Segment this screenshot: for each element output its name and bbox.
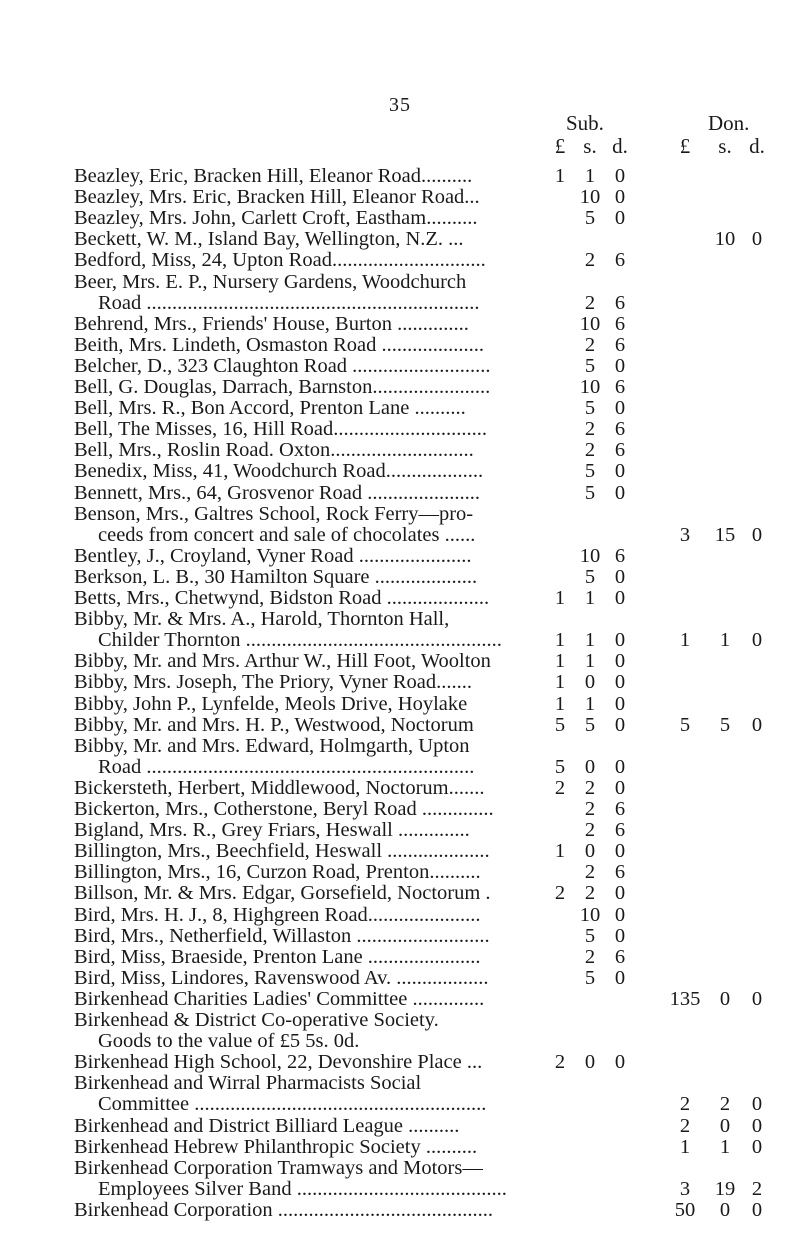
- sub-amount: 2: [584, 291, 596, 314]
- don-amount: 5: [679, 713, 691, 736]
- sub-amount: 0: [614, 840, 626, 863]
- sub-amount: 6: [614, 418, 626, 441]
- entry-name: Bibby, John P., Lynfelde, Meols Drive, Hoylake: [74, 692, 468, 715]
- don-amount: 3: [679, 1177, 691, 1200]
- entry-name: Bell, G. Douglas, Darrach, Barnston.......................: [74, 376, 491, 398]
- sub-amount: 1: [554, 587, 566, 609]
- entry-name: Bedford, Miss, 24, Upton Road..............................: [74, 249, 486, 272]
- sub-amount: 0: [614, 776, 626, 799]
- sub-amount: 2: [584, 882, 596, 905]
- don-amount: 3: [679, 523, 691, 546]
- entry-name: Billson, Mr. & Mrs. Edgar, Gorsefield, Noctorum .: [74, 882, 491, 905]
- entry-name: Beith, Mrs. Lindeth, Osmaston Road ....................: [74, 333, 484, 356]
- entry-name: Employees Silver Band .........................................: [98, 1177, 507, 1200]
- sub-amount: 0: [614, 186, 626, 209]
- sub-amount: 6: [614, 312, 626, 335]
- don-amount: 0: [751, 1093, 763, 1116]
- entry-name: Bentley, J., Croyland, Vyner Road ......................: [74, 544, 472, 567]
- entry-name: Birkenhead Corporation Tramways and Motors—: [74, 1156, 483, 1179]
- don-amount: 2: [719, 1093, 731, 1116]
- sub-amount: 5: [584, 713, 596, 736]
- entry-name: Beazley, Mrs. Eric, Bracken Hill, Eleanor Road...: [74, 186, 480, 209]
- page-number: 35: [389, 94, 411, 116]
- sub-amount: 5: [584, 481, 596, 504]
- entry-name: Road ................................................................: [98, 755, 475, 778]
- sub-amount: 1: [584, 650, 596, 673]
- don-amount: 1: [719, 629, 731, 652]
- entry-name: Beazley, Eric, Bracken Hill, Eleanor Road..........: [74, 165, 473, 187]
- don-amount: 0: [751, 987, 763, 1010]
- entry-name: Beer, Mrs. E. P., Nursery Gardens, Woodchurch: [74, 270, 467, 293]
- don-amount: 1: [719, 1135, 731, 1158]
- don-amount: 1: [679, 629, 691, 652]
- sub-amount: 2: [584, 945, 596, 968]
- entry-name: Birkenhead and Wirral Pharmacists Social: [74, 1072, 422, 1095]
- unit-header: £: [554, 134, 566, 158]
- sub-amount: 6: [614, 376, 626, 398]
- sub-amount: 6: [614, 439, 626, 462]
- sub-amount: 0: [614, 354, 626, 377]
- entry-name: Bibby, Mr. and Mrs. Arthur W., Hill Foot, Woolton: [74, 650, 491, 673]
- sub-amount: 5: [554, 713, 566, 736]
- sub-amount: 1: [584, 692, 596, 715]
- sub-amount: 6: [614, 819, 626, 842]
- entry-name: Bell, The Misses, 16, Hill Road..............................: [74, 418, 488, 441]
- sub-amount: 6: [614, 798, 626, 820]
- sub-amount: 5: [584, 966, 596, 989]
- sub-column-header: Sub.: [566, 111, 604, 135]
- sub-amount: 10: [579, 903, 601, 926]
- sub-amount: 2: [584, 776, 596, 799]
- entry-name: Berkson, L. B., 30 Hamilton Square ....................: [74, 565, 478, 588]
- sub-amount: 5: [584, 460, 596, 483]
- sub-amount: 0: [584, 1051, 596, 1074]
- entry-name: Bird, Miss, Braeside, Prenton Lane ......................: [74, 945, 481, 968]
- sub-amount: 10: [579, 312, 601, 335]
- entry-name: Behrend, Mrs., Friends' House, Burton ..............: [74, 312, 469, 335]
- don-amount: 0: [719, 987, 731, 1010]
- sub-amount: 0: [614, 207, 626, 230]
- entry-name: Bickerton, Mrs., Cotherstone, Beryl Road ..............: [74, 798, 494, 820]
- sub-amount: 0: [584, 840, 596, 863]
- sub-amount: 5: [554, 755, 566, 778]
- sub-amount: 1: [554, 165, 566, 187]
- entry-name: Bickersteth, Herbert, Middlewood, Noctorum.......: [74, 776, 485, 799]
- sub-amount: 0: [614, 924, 626, 947]
- entry-name: Birkenhead & District Co-operative Society.: [74, 1009, 439, 1031]
- sub-amount: 0: [614, 755, 626, 778]
- sub-amount: 0: [614, 882, 626, 905]
- sub-amount: 0: [614, 565, 626, 588]
- sub-amount: 0: [614, 460, 626, 483]
- don-amount: 0: [719, 1114, 731, 1137]
- entry-name: Bibby, Mr. and Mrs. Edward, Holmgarth, Upton: [74, 734, 470, 757]
- sub-amount: 2: [584, 819, 596, 842]
- sub-amount: 5: [584, 207, 596, 230]
- don-amount: 10: [714, 228, 736, 251]
- sub-amount: 6: [614, 945, 626, 968]
- sub-amount: 2: [584, 798, 596, 820]
- sub-amount: 5: [584, 924, 596, 947]
- sub-amount: 1: [554, 840, 566, 863]
- sub-amount: 10: [579, 544, 601, 567]
- sub-amount: 6: [614, 333, 626, 356]
- sub-amount: 0: [614, 903, 626, 926]
- sub-amount: 2: [554, 776, 566, 799]
- don-amount: 15: [714, 523, 736, 546]
- sub-amount: 2: [554, 1051, 566, 1074]
- list-item: [74, 1198, 538, 1222]
- sub-amount: 6: [614, 249, 626, 272]
- sub-amount: 0: [614, 165, 626, 187]
- entry-name: Benson, Mrs., Galtres School, Rock Ferry—pro-: [74, 502, 474, 525]
- entry-name: Bigland, Mrs. R., Grey Friars, Heswall ..............: [74, 819, 470, 842]
- unit-header: d.: [612, 134, 628, 158]
- unit-header: d.: [749, 134, 765, 158]
- sub-amount: 6: [614, 291, 626, 314]
- sub-amount: 5: [584, 397, 596, 420]
- sub-amount: 1: [554, 671, 566, 694]
- sub-amount: 0: [584, 671, 596, 694]
- don-amount: 0: [751, 713, 763, 736]
- entry-name: Beazley, Mrs. John, Carlett Croft, Eastham..........: [74, 207, 478, 230]
- sub-amount: 0: [614, 650, 626, 673]
- sub-amount: 2: [584, 418, 596, 441]
- sub-amount: 0: [614, 692, 626, 715]
- don-amount: 2: [679, 1114, 691, 1137]
- entry-name: Bennett, Mrs., 64, Grosvenor Road ......................: [74, 481, 480, 504]
- sub-amount: 2: [584, 439, 596, 462]
- don-amount: 5: [719, 713, 731, 736]
- entry-name: Bird, Mrs., Netherfield, Willaston ..........................: [74, 924, 490, 947]
- entry-name: Road .................................................................: [98, 291, 480, 314]
- sub-amount: 2: [554, 882, 566, 905]
- sub-amount: 5: [584, 354, 596, 377]
- entry-name: Bibby, Mrs. Joseph, The Priory, Vyner Road.......: [74, 671, 473, 694]
- entry-name: Childer Thornton ..................................................: [98, 629, 502, 652]
- entry-name: Goods to the value of £5 5s. 0d.: [98, 1030, 360, 1053]
- unit-header: s.: [583, 134, 597, 158]
- don-amount: 2: [679, 1093, 691, 1116]
- entry-name: Committee .........................................................: [98, 1093, 487, 1116]
- sub-amount: 1: [584, 629, 596, 652]
- sub-amount: 6: [614, 861, 626, 884]
- don-amount: 19: [714, 1177, 736, 1200]
- sub-amount: 0: [584, 755, 596, 778]
- don-amount: 0: [751, 629, 763, 652]
- entry-name: Bell, Mrs. R., Bon Accord, Prenton Lane ..........: [74, 397, 466, 420]
- entry-name: Bird, Miss, Lindores, Ravenswood Av. ..................: [74, 966, 489, 989]
- sub-amount: 0: [614, 587, 626, 609]
- sub-amount: 0: [614, 1051, 626, 1074]
- don-amount: 0: [719, 1198, 731, 1221]
- entry-name: Birkenhead High School, 22, Devonshire Place ...: [74, 1051, 483, 1074]
- sub-amount: 0: [614, 671, 626, 694]
- sub-amount: 1: [554, 629, 566, 652]
- sub-amount: 1: [584, 165, 596, 187]
- don-amount: 0: [751, 1135, 763, 1158]
- entry-name: ceeds from concert and sale of chocolates ......: [98, 523, 476, 546]
- entry-name: Birkenhead Hebrew Philanthropic Society ..........: [74, 1135, 478, 1158]
- sub-amount: 1: [584, 587, 596, 609]
- entry-name: Belcher, D., 323 Claughton Road ...........................: [74, 354, 491, 377]
- entry-name: Beckett, W. M., Island Bay, Wellington, N.Z. ...: [74, 228, 464, 251]
- don-amount: 50: [674, 1198, 696, 1221]
- sub-amount: 1: [554, 692, 566, 715]
- entry-name: Birkenhead Charities Ladies' Committee ..............: [74, 987, 485, 1010]
- sub-amount: 0: [614, 397, 626, 420]
- entry-name: Billington, Mrs., 16, Curzon Road, Prenton..........: [74, 861, 481, 884]
- entry-name: Betts, Mrs., Chetwynd, Bidston Road ....................: [74, 587, 490, 609]
- don-amount: 0: [751, 228, 763, 251]
- sub-amount: 6: [614, 544, 626, 567]
- sub-amount: 0: [614, 629, 626, 652]
- sub-amount: 5: [584, 565, 596, 588]
- sub-amount: 0: [614, 966, 626, 989]
- don-amount: 0: [751, 1114, 763, 1137]
- sub-amount: 0: [614, 713, 626, 736]
- don-amount: 1: [679, 1135, 691, 1158]
- entry-name: Bell, Mrs., Roslin Road. Oxton............................: [74, 439, 474, 462]
- don-amount: 0: [751, 523, 763, 546]
- sub-amount: 10: [579, 186, 601, 209]
- don-amount: 0: [751, 1198, 763, 1221]
- entry-name: Benedix, Miss, 41, Woodchurch Road...................: [74, 460, 484, 483]
- don-column-header: Don.: [708, 111, 750, 135]
- unit-header: £: [679, 134, 691, 158]
- sub-amount: 2: [584, 249, 596, 272]
- entry-name: Bibby, Mr. & Mrs. A., Harold, Thornton Hall,: [74, 608, 450, 631]
- entry-name: Birkenhead Corporation ..........................................: [74, 1198, 494, 1221]
- don-amount: 2: [751, 1177, 763, 1200]
- unit-header: s.: [718, 134, 732, 158]
- entry-name: Billington, Mrs., Beechfield, Heswall ....................: [74, 840, 490, 863]
- entry-name: Bird, Mrs. H. J., 8, Highgreen Road......................: [74, 903, 481, 926]
- sub-amount: 10: [579, 376, 601, 398]
- sub-amount: 2: [584, 333, 596, 356]
- sub-amount: 0: [614, 481, 626, 504]
- entry-name: Birkenhead and District Billiard League ..........: [74, 1114, 460, 1137]
- entry-name: Bibby, Mr. and Mrs. H. P., Westwood, Noctorum: [74, 713, 474, 736]
- sub-amount: 2: [584, 861, 596, 884]
- don-amount: 135: [669, 987, 701, 1010]
- sub-amount: 1: [554, 650, 566, 673]
